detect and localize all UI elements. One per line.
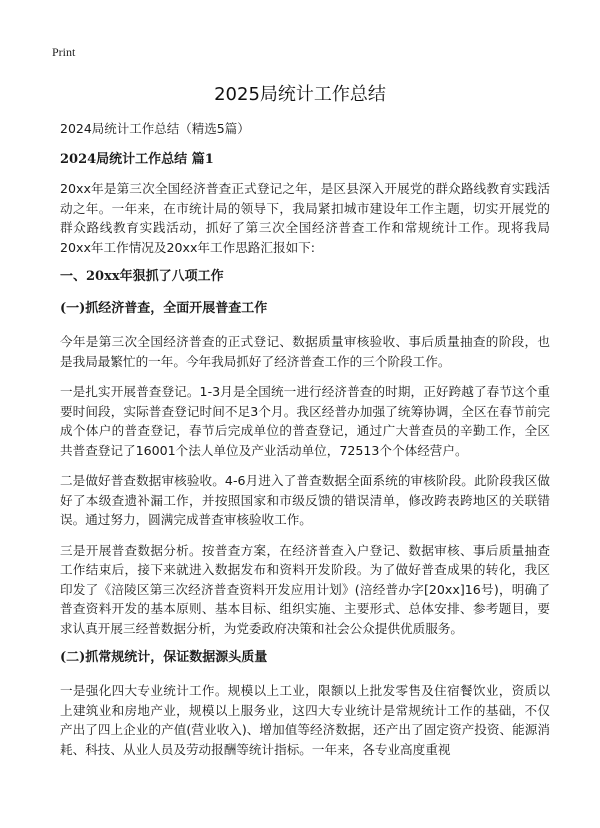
paragraph: 三是开展普查数据分析。按普查方案，在经济普查入户登记、数据审核、事后质量抽查工作结束后，接下来就进入数据发布和资料开发阶段。为了做好普查成果的转化，我区印发了《涪陵区第三次经济普查资料开发应用计划》(涪经普办字[20xx]16号)，明确了普查资料开发的基本原则、基本目标、组织实施、主要形式、总体安排、参考题目，要求认真开展三经普数据分析，为党委政府决策和社会公众提供优质服务。 <box>60 542 550 636</box>
paragraph: 一是强化四大专业统计工作。规模以上工业，限额以上批发零售及住宿餐饮业，资质以上建筑业和房地产业，规模以上服务业，这四大专业统计是常规统计工作的基础，不仅产出了四上企业的产值(营业收入)、增加值等经济数据，还产出了固定资产投资、能源消耗、科技、从业人员及劳动报酬等统计指标。一年来，各专业高度重视 <box>60 683 550 757</box>
subsection-heading-2: (二)抓常规统计，保证数据源头质量 <box>60 650 268 665</box>
paragraph: 今年是第三次全国经济普查的正式登记、数据质量审核验收、事后质量抽查的阶段，也是我局最繁忙的一年。今年我局抓好了经济普查工作的三个阶段工作。 <box>60 334 550 369</box>
document-subtitle: 2024局统计工作总结（精选5篇） <box>60 121 250 136</box>
paragraph: 一是扎实开展普查登记。1-3月是全国统一进行经济普查的时期，正好跨越了春节这个重要时间段，实际普查登记时间不足3个月。我区经普办加强了统筹协调，全区在春节前完成个体户的普查登记，春节后完成单位的普查登记，通过广大普查员的辛勤工作，全区共普查登记了16001个法人单位及产业活动单位，72513个个体经营户。 <box>60 384 550 458</box>
paragraph: 二是做好普查数据审核验收。4-6月进入了普查数据全面系统的审核阶段。此阶段我区做好了本级查遗补漏工作，并按照国家和市级反馈的错误清单，修改跨表跨地区的关联错误。通过努力，圆满完成普查审核验收工作。 <box>60 473 550 527</box>
document-body <box>60 120 550 770</box>
print-link[interactable]: Print <box>52 45 76 59</box>
section-heading: 一、20xx年狠抓了八项工作 <box>60 269 224 284</box>
page-title: 2025局统计工作总结 <box>214 84 386 105</box>
subsection-heading-1: (一)抓经济普查，全面开展普查工作 <box>60 301 268 316</box>
article-heading: 2024局统计工作总结 篇1 <box>60 152 214 167</box>
intro-paragraph: 20xx年是第三次全国经济普查正式登记之年，是区县深入开展党的群众路线教育实践活动之年。一年来，在市统计局的领导下，我局紧扣城市建设年工作主题，切实开展党的群众路线教育实践活动，抓好了第三次全国经济普查工作和常规统计工作。现将我局20xx年工作情况及20xx年工作思路汇报如下: <box>60 181 550 255</box>
